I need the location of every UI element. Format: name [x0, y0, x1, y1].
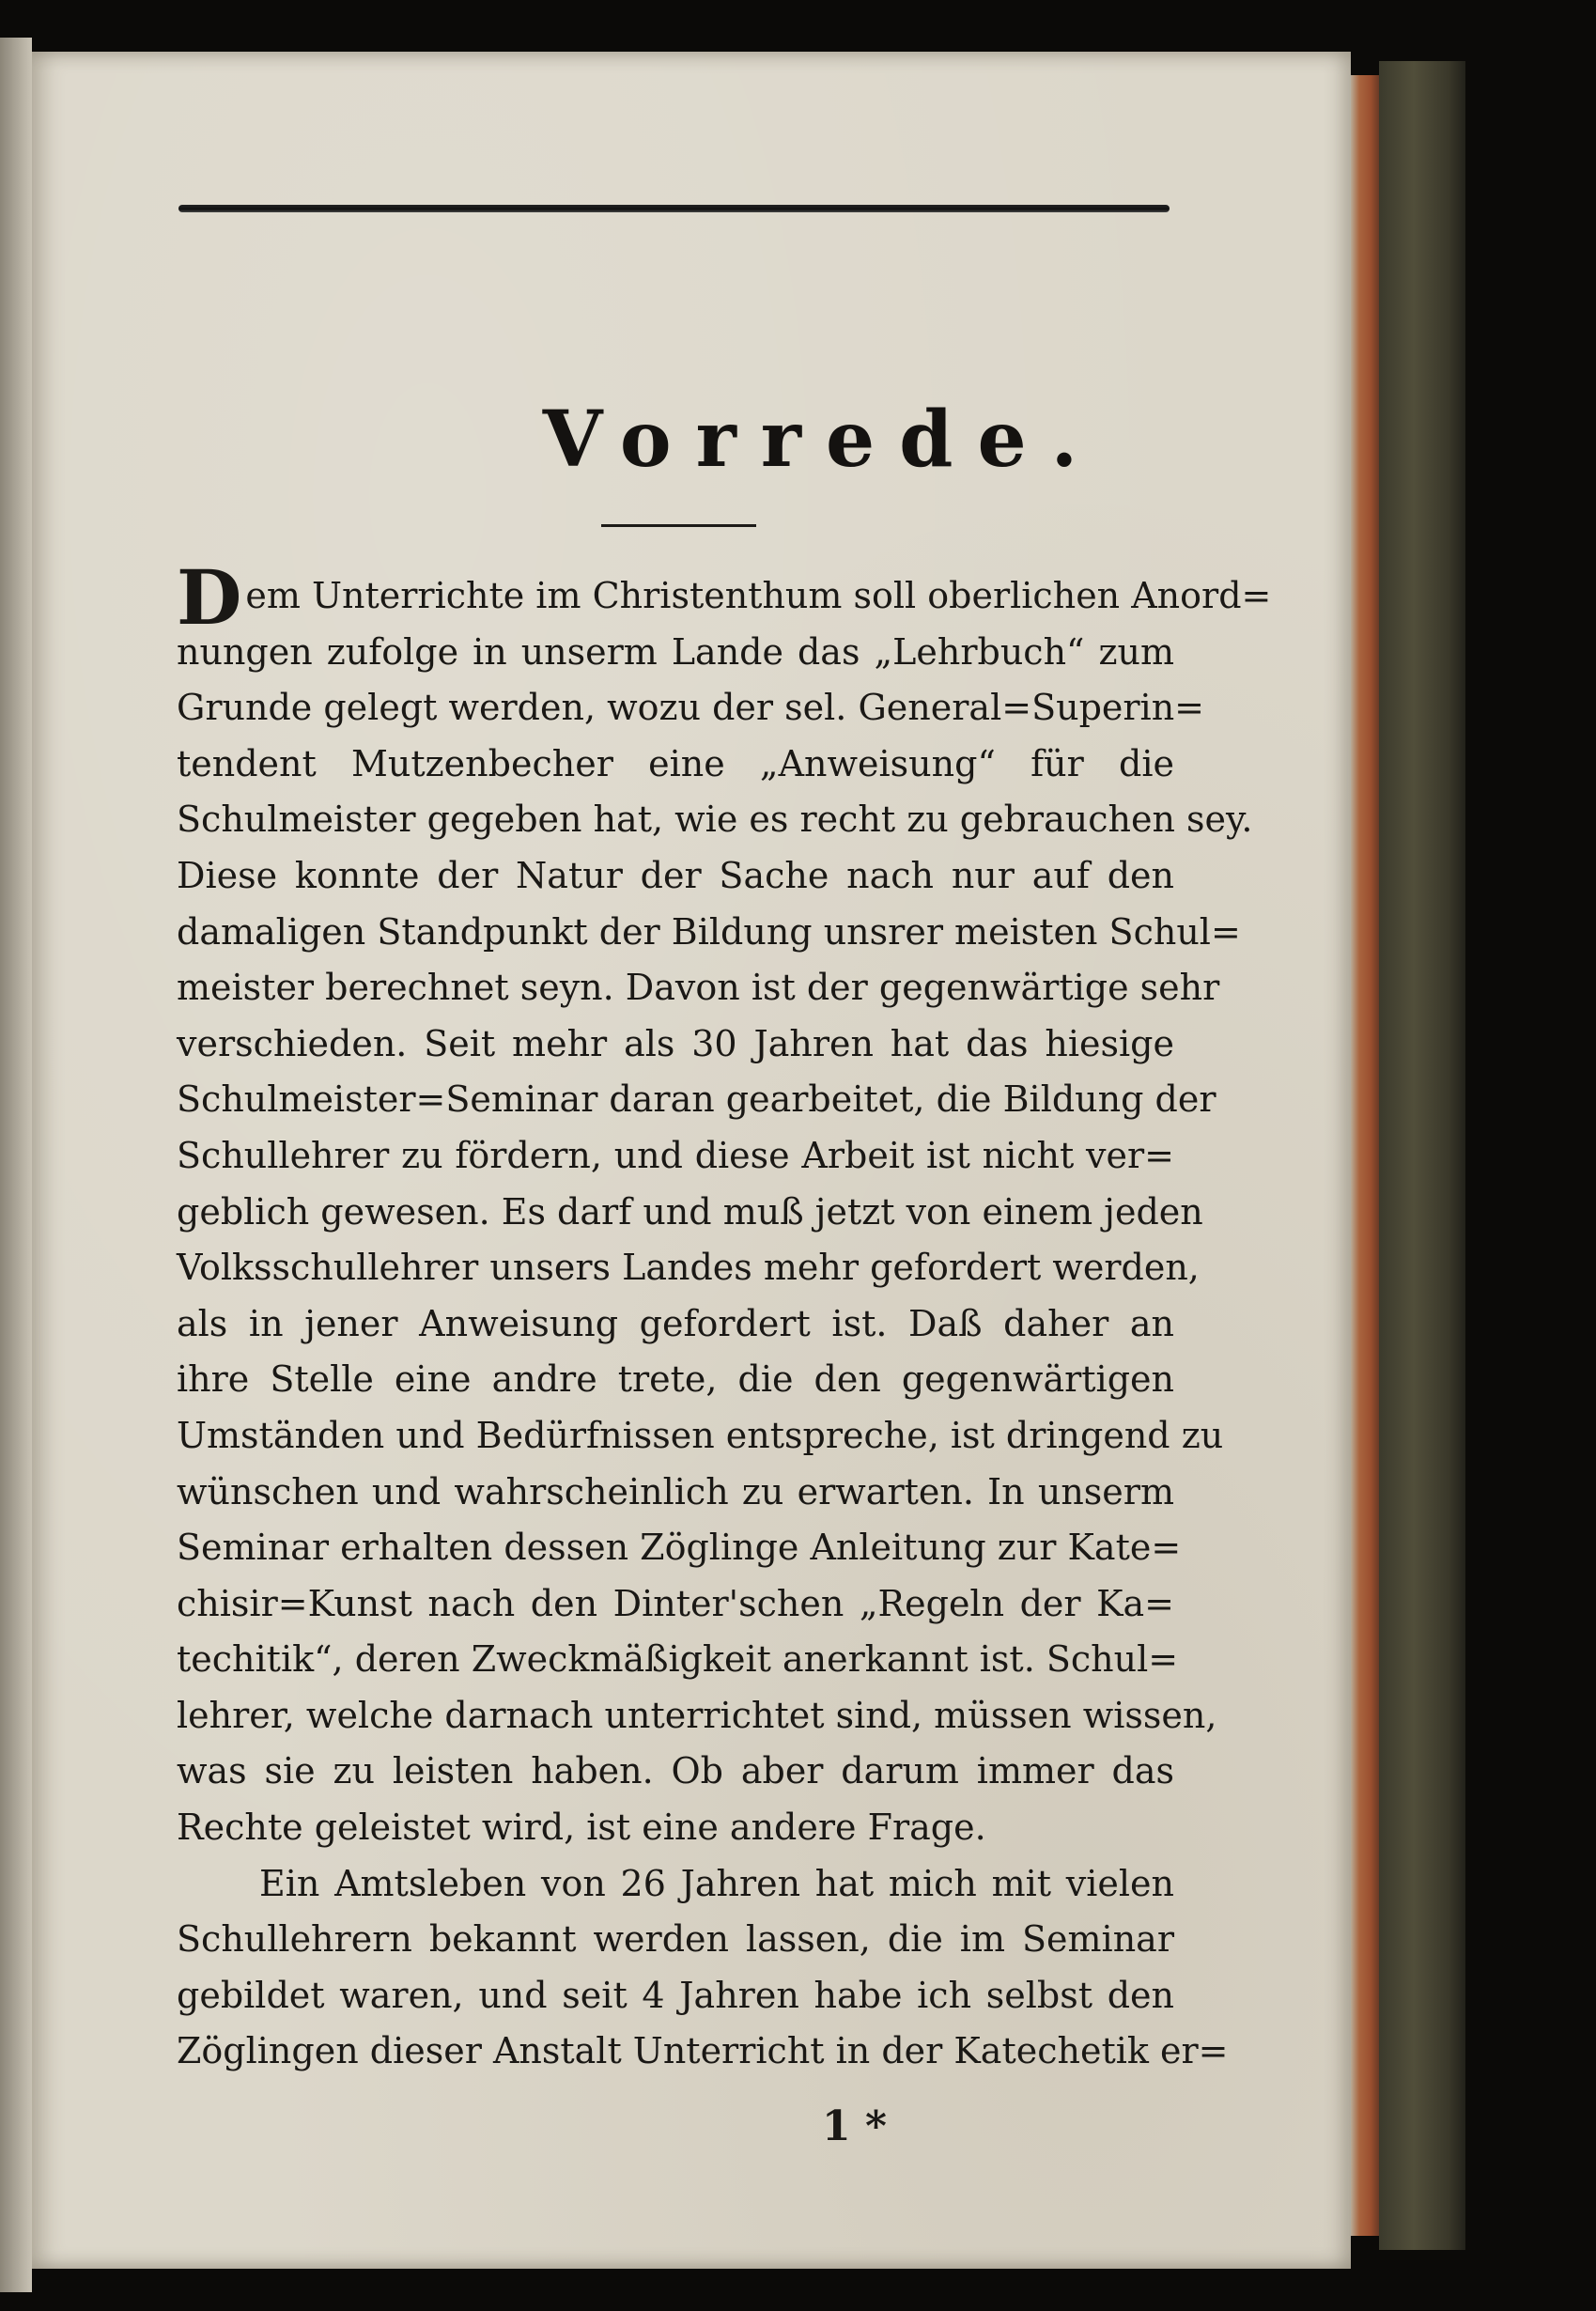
page-number: 1 * — [822, 2102, 887, 2150]
text-line: lehrer, welche darnach unterrichtet sind, müssen wissen, — [177, 1694, 1217, 1736]
text-line: Grunde gelegt werden, wozu der sel. General=Superin= — [177, 687, 1205, 729]
text-line: Ein Amtsleben von 26 Jahren hat mich mit vielen — [259, 1862, 1174, 1904]
text-line: ihre Stelle eine andre trete, die den gegenwärtigen — [177, 1358, 1174, 1401]
text-line: geblich gewesen. Es darf und muß jetzt von einem jeden — [177, 1190, 1203, 1233]
text-line: Seminar erhalten dessen Zöglinge Anleitung zur Kate= — [177, 1527, 1182, 1569]
text-line: em Unterrichte im Christenthum soll oberlichen Anord= — [245, 575, 1272, 616]
paragraph-2 — [177, 1856, 1229, 2080]
text-line: Umständen und Bedürfnissen entspreche, ist dringend zu — [177, 1414, 1224, 1456]
text-line: damaligen Standpunkt der Bildung unsrer meisten Schul= — [177, 910, 1241, 953]
text-line: was sie zu leisten haben. Ob aber darum immer das — [177, 1750, 1174, 1792]
header-rule — [178, 205, 1170, 212]
text-line: Zöglingen dieser Anstalt Unterricht in der Katechetik er= — [177, 2030, 1229, 2072]
left-page-edge — [0, 38, 32, 2292]
text-line: chisir=Kunst nach den Dinter'schen „Regeln der Ka= — [177, 1582, 1174, 1624]
text-line: verschieden. Seit mehr als 30 Jahren hat das hiesige — [177, 1022, 1174, 1064]
text-line: techitik“, deren Zweckmäßigkeit anerkannt ist. Schul= — [177, 1638, 1179, 1681]
text-line: nungen zufolge in unserm Lande das „Lehrbuch“ zum — [177, 630, 1174, 673]
text-line: Rechte geleistet wird, ist eine andere Frage. — [177, 1807, 986, 1849]
text-line: als in jener Anweisung gefordert ist. Daß daher an — [177, 1302, 1174, 1344]
text-line: wünschen und wahrscheinlich zu erwarten. In unserm — [177, 1470, 1174, 1512]
text-line: gebildet waren, und seit 4 Jahren habe ich selbst den — [177, 1974, 1174, 2016]
drop-cap: D — [177, 553, 242, 642]
text-line: Schulmeister=Seminar daran gearbeitet, die Bildung der — [177, 1078, 1216, 1121]
paragraph-1 — [177, 553, 1272, 1856]
body-text — [177, 553, 1272, 2080]
page-title: Vorrede. — [542, 395, 1103, 485]
text-line: Volksschullehrer unsers Landes mehr gefordert werden, — [177, 1247, 1200, 1289]
text-line: Diese konnte der Natur der Sache nach nur auf den — [177, 854, 1174, 896]
text-line: Schullehrer zu fördern, und diese Arbeit ist nicht ver= — [177, 1134, 1174, 1176]
text-line: Schulmeister gegeben hat, wie es recht zu gebrauchen sey. — [177, 799, 1253, 841]
text-line: Schullehrern bekannt werden lassen, die im Seminar — [177, 1918, 1174, 1961]
text-line: tendent Mutzenbecher eine „Anweisung“ für die — [177, 742, 1174, 784]
book-cover-edge — [1379, 61, 1465, 2250]
title-underline — [601, 524, 756, 527]
text-line: meister berechnet seyn. Davon ist der gegenwärtige sehr — [177, 967, 1220, 1009]
